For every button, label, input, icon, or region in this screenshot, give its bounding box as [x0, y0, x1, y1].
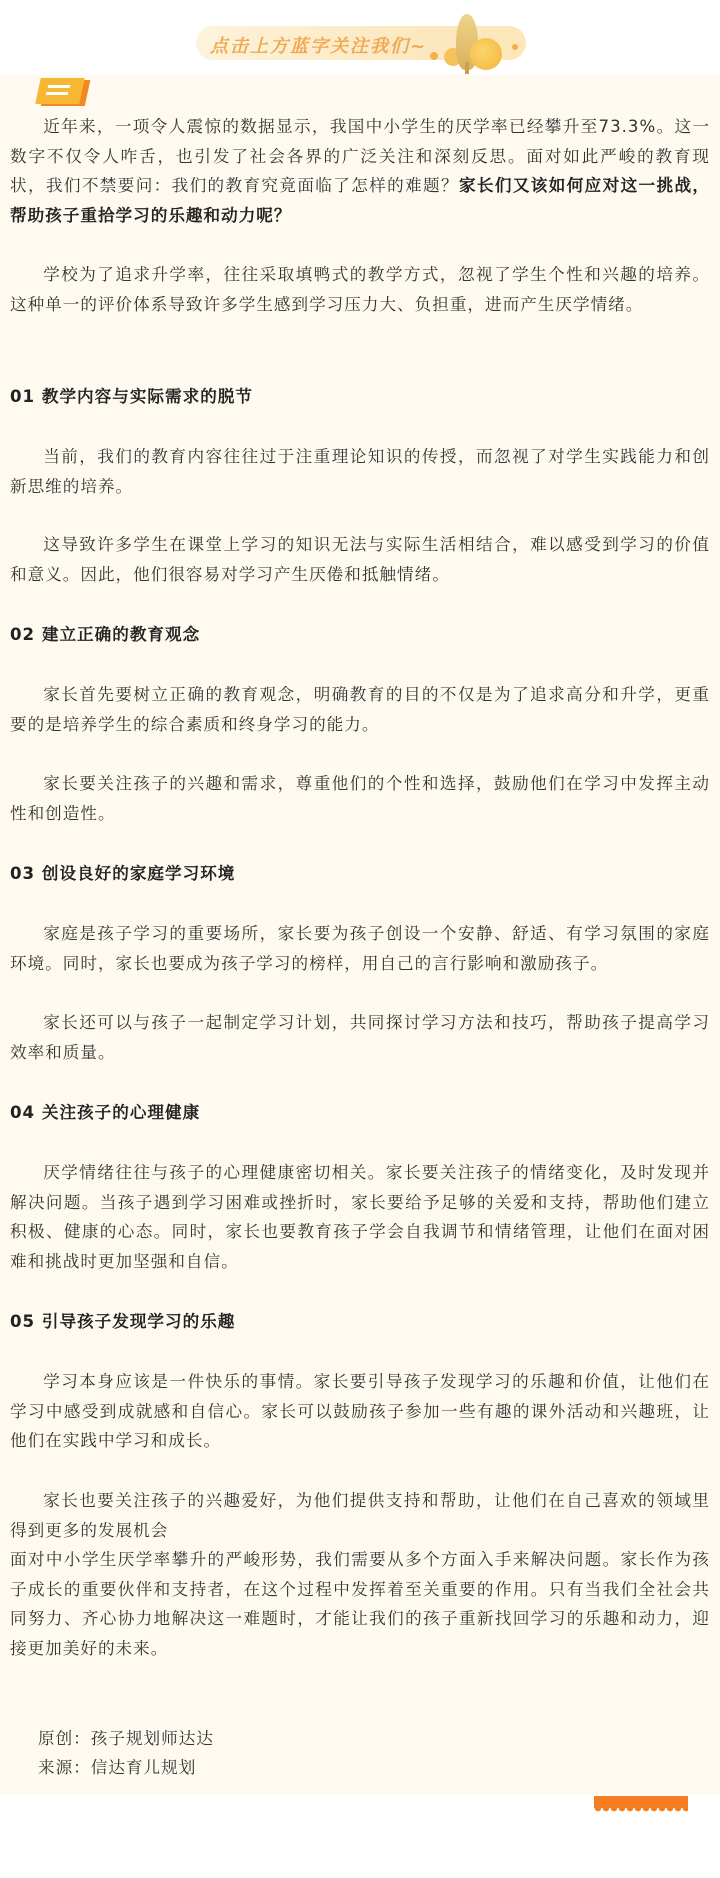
section-05-paragraph-b: 家长也要关注孩子的兴趣爱好，为他们提供支持和帮助，让他们在自己喜欢的领域里得到更多的发展机会 [10, 1491, 710, 1540]
intro-bold-question: 家长们又该如何应对这一挑战，帮助孩子重拾学习的乐趣和动力呢？ [10, 176, 711, 225]
section-01-paragraph-b: 这导致许多学生在课堂上学习的知识无法与实际生活相结合，难以感受到学习的价值和意义。因此，他们很容易对学习产生厌倦和抵触情绪。 [10, 535, 710, 584]
credit-source: 来源：信达育儿规划 [38, 1758, 197, 1777]
article-body [0, 75, 720, 1795]
dot-decoration [430, 52, 438, 60]
section-heading-02: 02 建立正确的教育观念 [10, 625, 201, 644]
section-03-paragraph-b: 家长还可以与孩子一起制定学习计划，共同探讨学习方法和技巧，帮助孩子提高学习效率和质量。 [10, 1013, 710, 1062]
section-02-paragraph-b: 家长要关注孩子的兴趣和需求，尊重他们的个性和选择，鼓励他们在学习中发挥主动性和创造性。 [10, 774, 710, 823]
section-04-paragraph: 厌学情绪往往与孩子的心理健康密切相关。家长要关注孩子的情绪变化，及时发现并解决问题。当孩子遇到学习困难或挫折时，家长要给予足够的关爱和支持，帮助他们建立积极、健康的心态。同时，家长也要教育孩子学会自我调节和情绪管理，让他们在面对困难和挑战时更加坚强和自信。 [10, 1163, 710, 1271]
footer-decoration-tab [594, 1796, 688, 1808]
follow-prompt-text[interactable]: 点击上方蓝字关注我们~ [210, 36, 428, 57]
tree-trunk [465, 62, 469, 74]
school-paragraph: 学校为了追求升学率，往往采取填鸭式的教学方式，忽视了学生个性和兴趣的培养。这种单一的评价体系导致许多学生感到学习压力大、负担重，进而产生厌学情绪。 [10, 265, 710, 314]
top-banner [0, 0, 720, 75]
intro-text: 近年来，一项令人震惊的数据显示，我国中小学生的厌学率已经攀升至73.3%。这一数字不仅令人咋舌，也引发了社会各界的广泛关注和深刻反思。面对如此严峻的教育现状，我们不禁要问：我们的教育究竟面临了怎样的难题？ [10, 117, 710, 195]
section-heading-03: 03 创设良好的家庭学习环境 [10, 864, 236, 883]
conclusion-paragraph: 面对中小学生厌学率攀升的严峻形势，我们需要从多个方面入手来解决问题。家长作为孩子成长的重要伙伴和支持者，在这个过程中发挥着至关重要的作用。只有当我们全社会共同努力、齐心协力地解决这一难题时，才能让我们的孩子重新找回学习的乐趣和动力，迎接更加美好的未来。 [10, 1550, 710, 1658]
section-05-paragraph-a: 学习本身应该是一件快乐的事情。家长要引导孩子发现学习的乐趣和价值，让他们在学习中感受到成就感和自信心。家长可以鼓励孩子参加一些有趣的课外活动和兴趣班，让他们在实践中学习和成长。 [10, 1372, 710, 1450]
section-02-paragraph-a: 家长首先要树立正确的教育观念，明确教育的目的不仅是为了追求高分和升学，更重要的是培养学生的综合素质和终身学习的能力。 [10, 685, 710, 734]
section-heading-05: 05 引导孩子发现学习的乐趣 [10, 1312, 236, 1331]
section-heading-04: 04 关注孩子的心理健康 [10, 1103, 201, 1122]
section-01-paragraph-a: 当前，我们的教育内容往往过于注重理论知识的传授，而忽视了对学生实践能力和创新思维的培养。 [10, 447, 710, 496]
intro-paragraph [10, 112, 710, 230]
dot-decoration [512, 44, 518, 50]
section-heading-01: 01 教学内容与实际需求的脱节 [10, 387, 253, 406]
credit-original: 原创：孩子规划师达达 [38, 1729, 214, 1748]
section-03-paragraph-a: 家庭是孩子学习的重要场所，家长要为孩子创设一个安静、舒适、有学习氛围的家庭环境。同时，家长也要成为孩子学习的榜样，用自己的言行影响和激励孩子。 [10, 924, 710, 973]
tree-round-icon [470, 38, 502, 70]
